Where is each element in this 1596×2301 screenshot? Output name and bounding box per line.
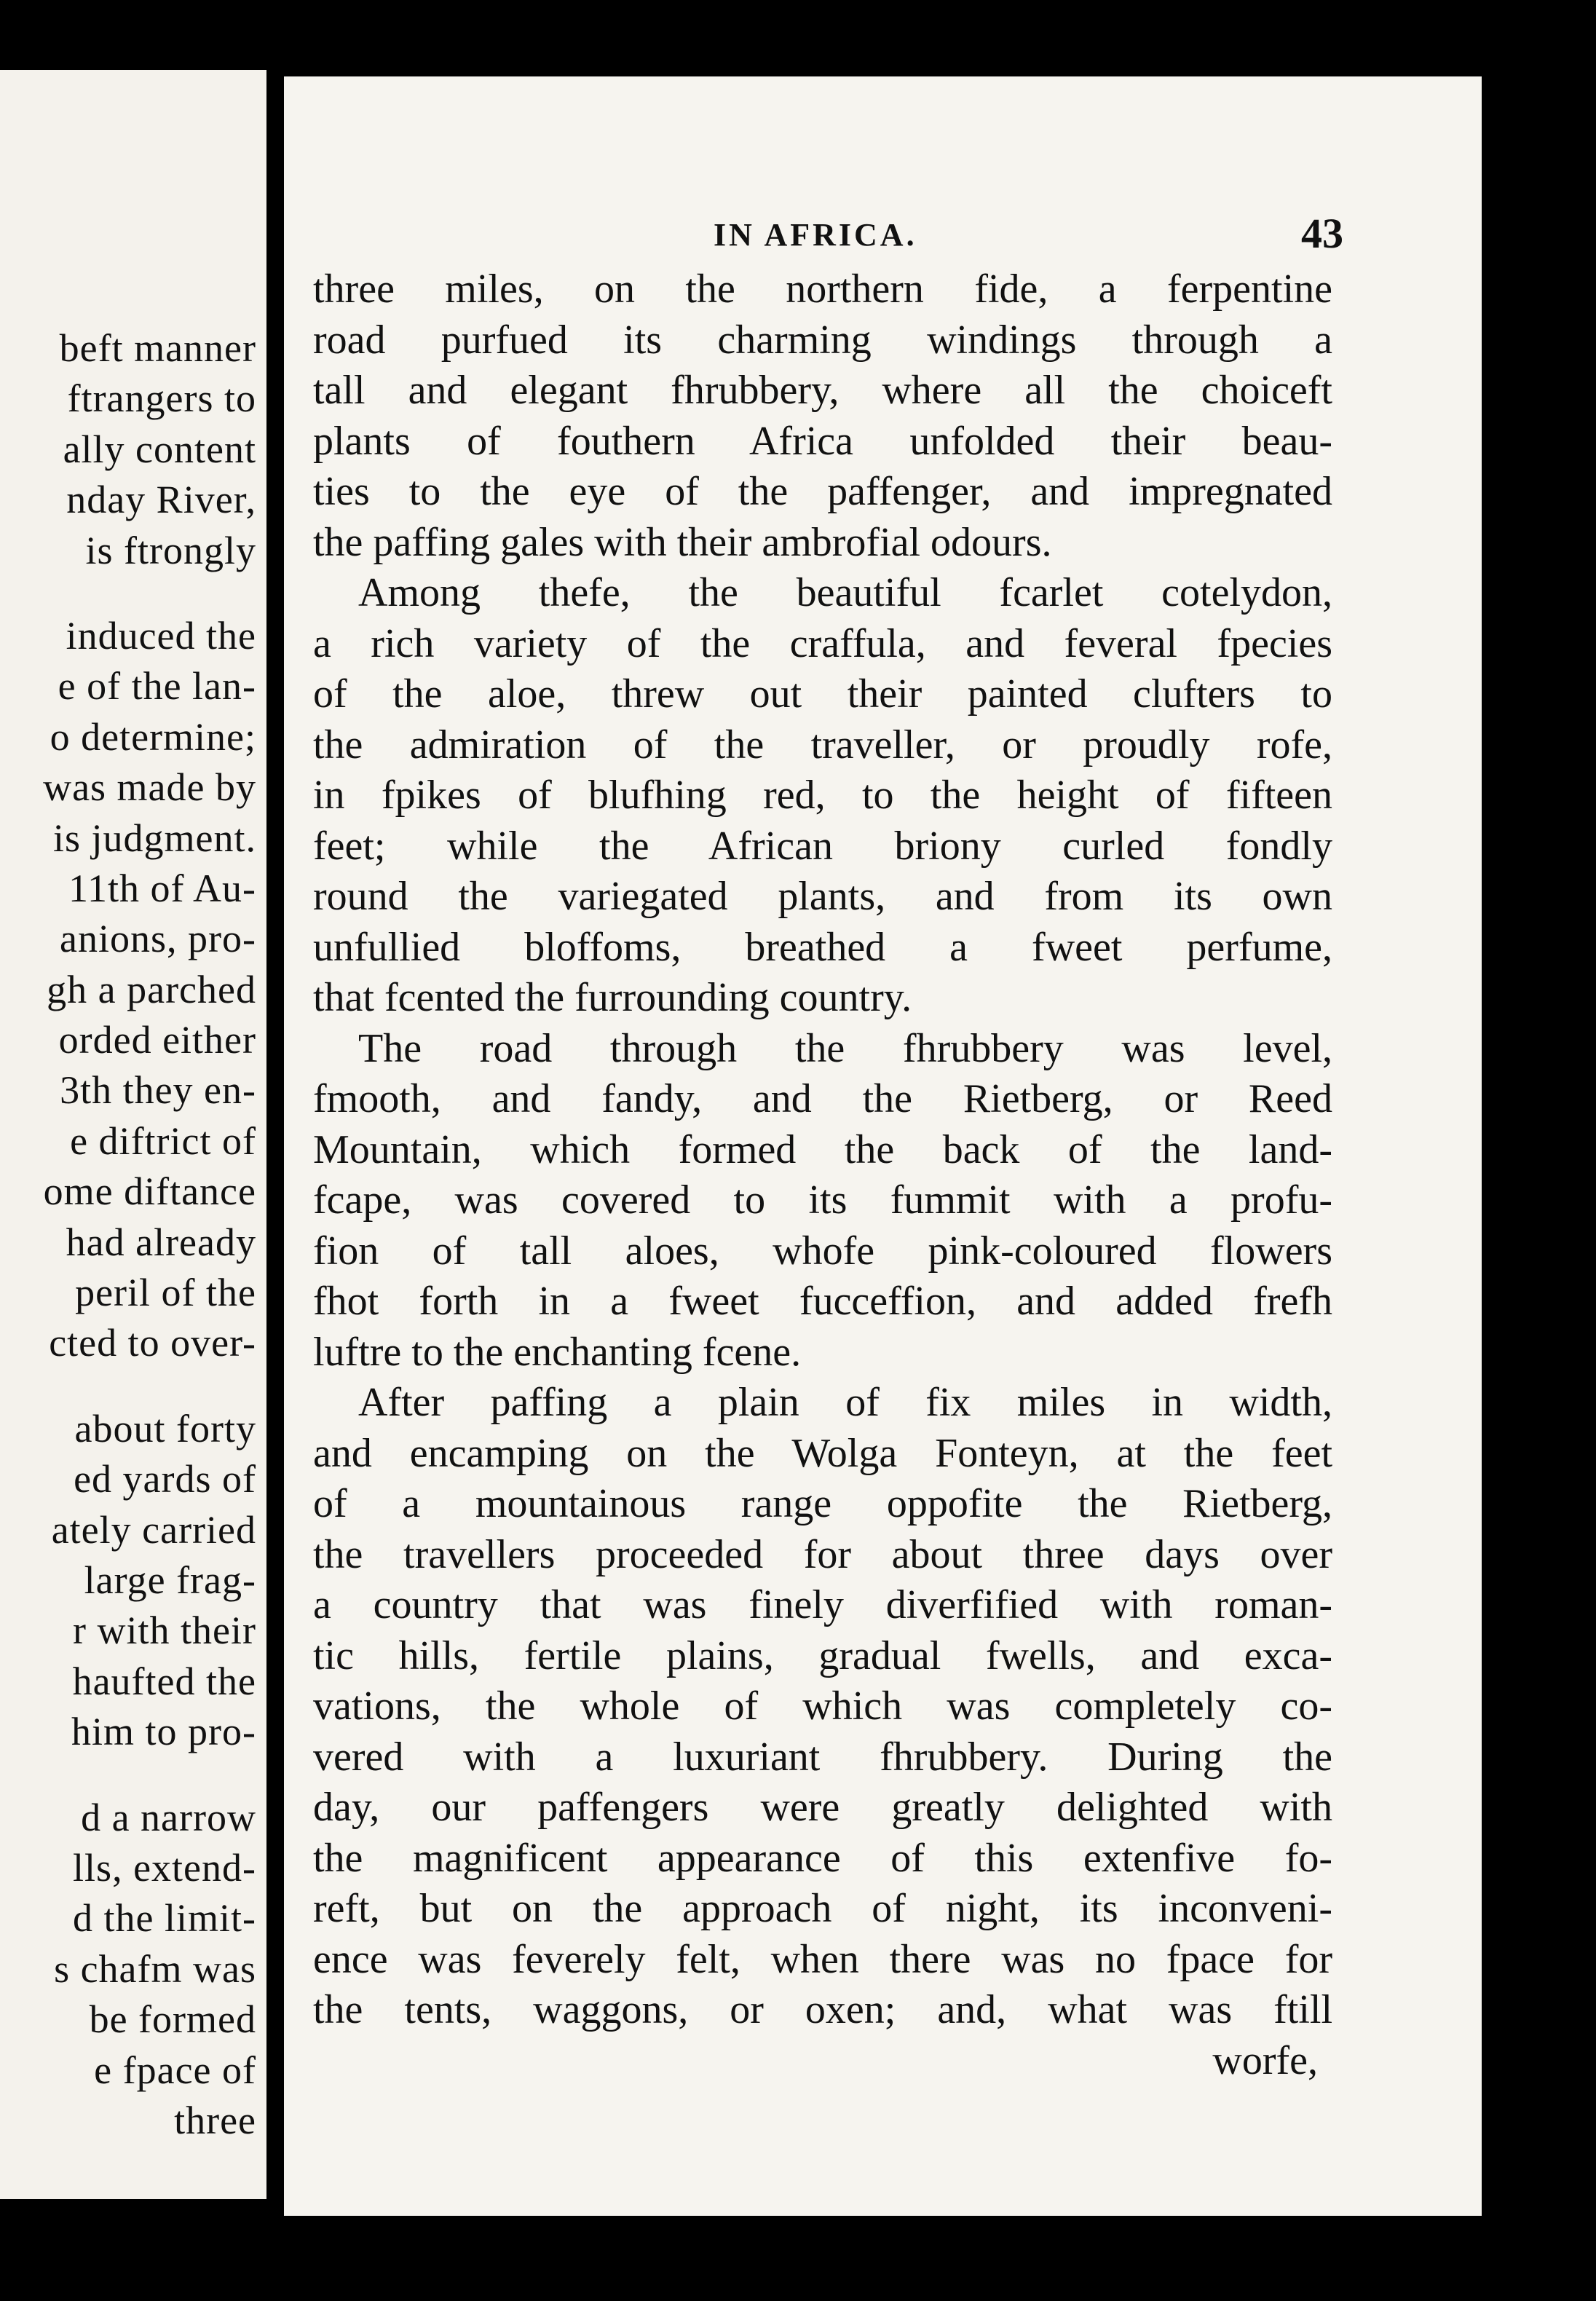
text-line: e diftrict of (70, 1118, 256, 1163)
text-line: induced the (66, 613, 256, 658)
text-line: 3th they en- (60, 1068, 256, 1113)
text-line: peril of the (75, 1271, 256, 1315)
text-line: reft, but on the approach of night, its inconveni- (313, 1886, 1332, 1931)
left-page (0, 70, 266, 2199)
text-line: a country that was finely diverfified with roman- (313, 1582, 1332, 1627)
text-line: orded either (58, 1018, 256, 1062)
text-line: After paffing a plain of fix miles in width, (358, 1380, 1332, 1425)
page-header (284, 209, 1482, 267)
paragraph-gap (0, 1369, 256, 1404)
text-line: that fcented the furrounding country. (313, 975, 912, 1020)
text-line: is judgment. (53, 816, 256, 860)
text-line: ftrangers to (67, 376, 256, 421)
text-line: ome diftance (43, 1169, 256, 1214)
text-line: vations, the whole of which was completely co- (313, 1684, 1332, 1729)
text-line: Among thefe, the beautiful fcarlet cotelydon, (358, 570, 1332, 615)
page-number: 43 (1301, 210, 1343, 257)
text-line: the travellers proceeded for about three days over (313, 1531, 1332, 1577)
text-line: gh a parched (47, 967, 256, 1011)
text-line: the paffing gales with their ambrofial odours. (313, 519, 1052, 565)
text-line: e of the lan- (58, 664, 256, 709)
text-line: ately carried (51, 1507, 256, 1552)
text-line: three (174, 2098, 256, 2142)
text-line: The road through the fhrubbery was level, (358, 1025, 1332, 1071)
text-line: of the aloe, threw out their painted clufters to (313, 671, 1332, 717)
text-line: r with their (73, 1609, 256, 1653)
text-line: 11th of Au- (68, 866, 256, 910)
text-line: about forty (74, 1406, 256, 1451)
text-line: a rich variety of the craffula, and feveral fpecies (313, 620, 1332, 666)
body-text (313, 264, 1332, 2086)
running-head: IN AFRICA. (714, 217, 917, 253)
text-line: road purfued its charming windings through a (313, 317, 1332, 363)
text-line: lls, extend- (73, 1845, 256, 1890)
text-line: Mountain, which formed the back of the land- (313, 1126, 1332, 1172)
text-line: anions, pro- (60, 917, 256, 961)
text-line: of a mountainous range oppofite the Rietberg, (313, 1481, 1332, 1526)
catchword: worfe, (1212, 2037, 1318, 2083)
text-line: the tents, waggons, or oxen; and, what was ftill (313, 1987, 1332, 2032)
text-line: ed yards of (74, 1457, 256, 1501)
text-line: vered with a luxuriant fhrubbery. During the (313, 1734, 1332, 1780)
text-line: fion of tall aloes, whofe pink-coloured flowers (313, 1228, 1332, 1274)
text-line: plants of fouthern Africa unfolded their beau- (313, 418, 1332, 464)
text-line: fcape, was covered to its fummit with a profu- (313, 1177, 1332, 1223)
right-page (284, 76, 1482, 2216)
text-line: was made by (43, 765, 256, 810)
text-line: the magnificent appearance of this extenfive fo- (313, 1835, 1332, 1881)
text-line: unfullied bloffoms, breathed a fweet perfume, (313, 924, 1332, 970)
text-line: ties to the eye of the paffenger, and impregnated (313, 469, 1332, 514)
text-line: fmooth, and fandy, and the Rietberg, or Reed (313, 1076, 1332, 1121)
left-page-text (0, 323, 256, 2146)
text-line: beft manner (59, 326, 256, 370)
text-line: tic hills, fertile plains, gradual fwells, and exca- (313, 1633, 1332, 1678)
text-line: in fpikes of blufhing red, to the height of fifteen (313, 773, 1332, 818)
text-line: ence was feverely felt, when there was no fpace for (313, 1936, 1332, 1982)
text-line: had already (66, 1220, 256, 1264)
text-line: feet; while the African briony curled fondly (313, 823, 1332, 869)
text-line: tall and elegant fhrubbery, where all the choiceft (313, 368, 1332, 413)
text-line: d a narrow (81, 1795, 256, 1839)
text-line: luftre to the enchanting fcene. (313, 1329, 802, 1375)
text-line: cted to over- (49, 1321, 256, 1365)
text-line: s chafm was (54, 1946, 256, 1991)
text-line: e fpace of (94, 2048, 256, 2092)
text-line: fhot forth in a fweet fucceffion, and added frefh (313, 1279, 1332, 1324)
text-line: day, our paffengers were greatly delighted with (313, 1785, 1332, 1830)
paragraph-gap (0, 1758, 256, 1793)
text-line: round the variegated plants, and from its own (313, 874, 1332, 919)
text-line: large frag- (84, 1558, 256, 1602)
text-line: three miles, on the northern fide, a ferpentine (313, 267, 1332, 312)
text-line: haufted the (72, 1659, 256, 1703)
text-line: him to pro- (71, 1710, 256, 1754)
text-line: is ftrongly (85, 528, 256, 572)
text-line: the admiration of the traveller, or proudly rofe, (313, 722, 1332, 767)
text-line: d the limit- (73, 1896, 256, 1941)
text-line: ally content (63, 427, 256, 471)
text-line: and encamping on the Wolga Fonteyn, at the feet (313, 1430, 1332, 1476)
text-line: nday River, (66, 478, 256, 522)
text-line: o determine; (50, 714, 256, 759)
paragraph-gap (0, 576, 256, 611)
text-line: be formed (89, 1997, 256, 2042)
